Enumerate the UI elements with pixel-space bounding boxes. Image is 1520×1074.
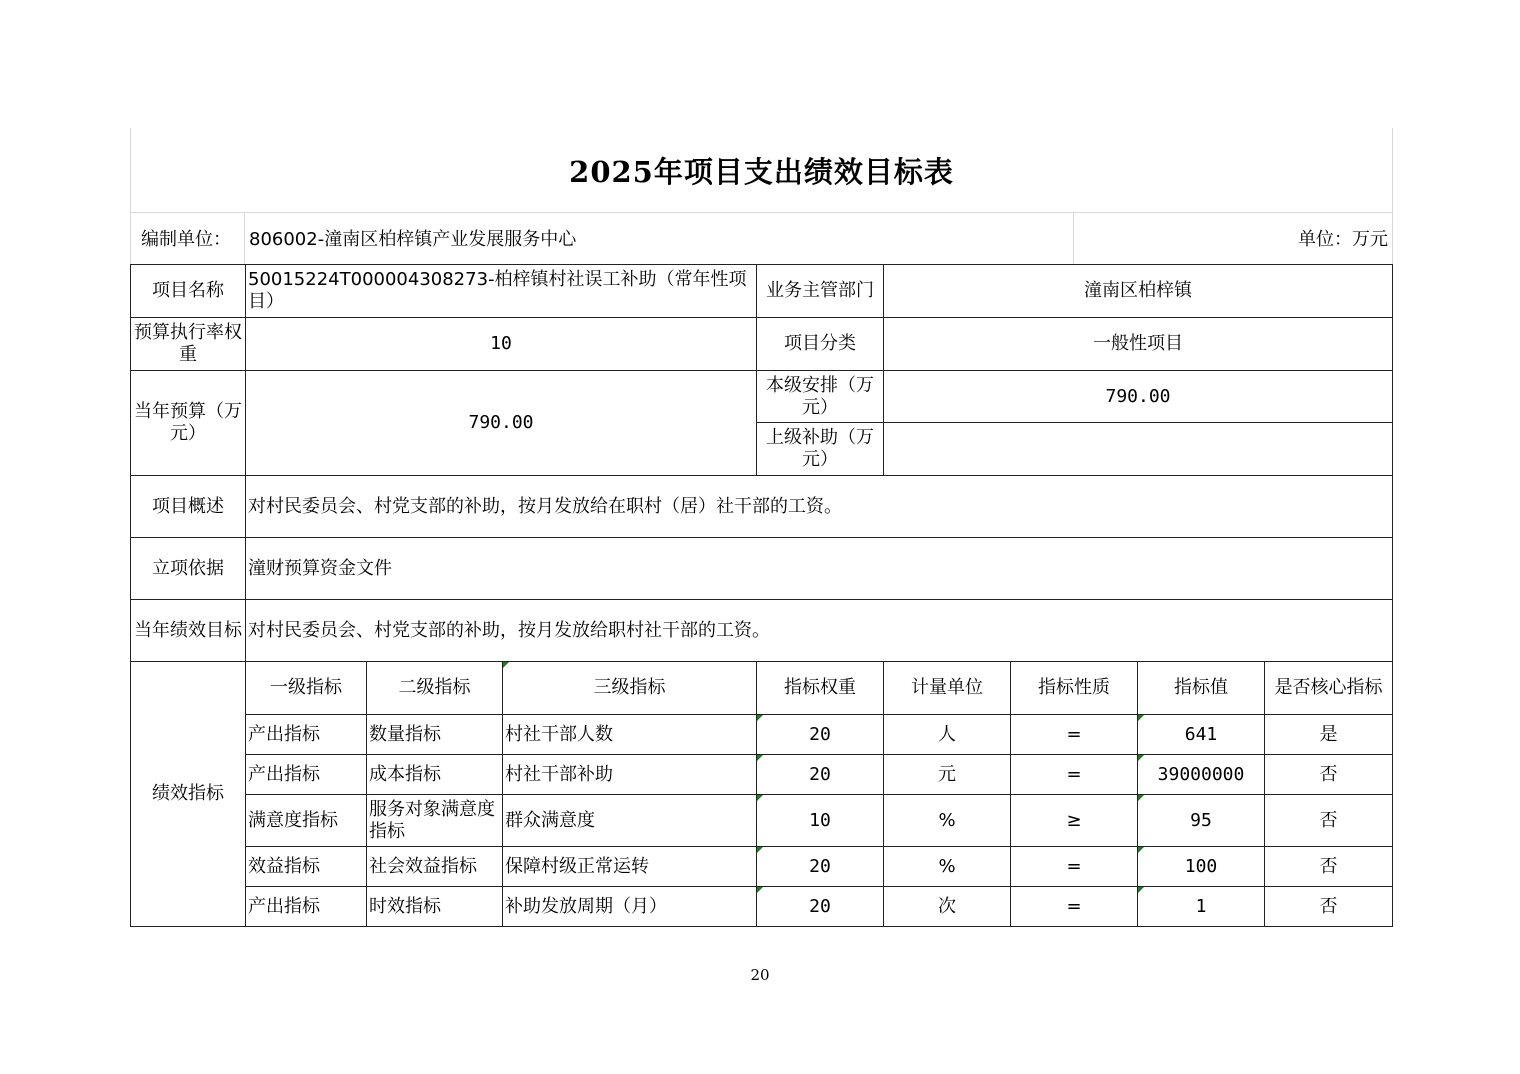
row-l1: 产出指标 [246, 755, 367, 795]
goal-label: 当年绩效目标 [131, 600, 246, 662]
row-value: 95 [1138, 795, 1265, 847]
title-row [130, 128, 1393, 213]
row-weight: 10 [757, 795, 884, 847]
row-unit: 人 [884, 715, 1011, 755]
upper-label: 上级补助（万元） [757, 423, 884, 476]
row-nature: = [1011, 847, 1138, 887]
row-l3: 村社干部补助 [503, 755, 757, 795]
page-number: 20 [750, 966, 770, 984]
row-weight: 20 [757, 755, 884, 795]
annual-budget-value: 790.00 [246, 371, 757, 476]
row-unit: % [884, 847, 1011, 887]
budget-rate-label: 预算执行率权重 [131, 318, 246, 371]
row-l2: 社会效益指标 [367, 847, 503, 887]
row-core: 否 [1265, 887, 1393, 927]
table-row [131, 755, 1393, 795]
header-unit: 计量单位 [884, 662, 1011, 715]
basis-value: 潼财预算资金文件 [246, 538, 1393, 600]
row-nature: = [1011, 715, 1138, 755]
header-l2: 二级指标 [367, 662, 503, 715]
row-value: 641 [1138, 715, 1265, 755]
row-unit: 元 [884, 755, 1011, 795]
basis-label: 立项依据 [131, 538, 246, 600]
header-core: 是否核心指标 [1265, 662, 1393, 715]
row-weight: 20 [757, 715, 884, 755]
row-l1: 产出指标 [246, 715, 367, 755]
header-weight: 指标权重 [757, 662, 884, 715]
row-l3: 保障村级正常运转 [503, 847, 757, 887]
row-value: 100 [1138, 847, 1265, 887]
row-l2: 服务对象满意度指标 [367, 795, 503, 847]
project-name-value: 50015224T000004308273-柏梓镇村社误工补助（常年性项目） [246, 265, 757, 318]
overview-label: 项目概述 [131, 476, 246, 538]
table-row [131, 887, 1393, 927]
row-unit: % [884, 795, 1011, 847]
row-l2: 时效指标 [367, 887, 503, 927]
table-row [131, 795, 1393, 847]
budget-rate-value: 10 [246, 318, 757, 371]
goal-value: 对村民委员会、村党支部的补助，按月发放给职村社干部的工资。 [246, 600, 1393, 662]
row-value: 1 [1138, 887, 1265, 927]
row-l1: 满意度指标 [246, 795, 367, 847]
row-core: 是 [1265, 715, 1393, 755]
table-row [131, 847, 1393, 887]
org-value: 806002-潼南区柏梓镇产业发展服务中心 [246, 212, 1074, 264]
budget-rate-row [131, 318, 1393, 371]
row-value: 39000000 [1138, 755, 1265, 795]
row-l2: 数量指标 [367, 715, 503, 755]
overview-row [131, 476, 1393, 538]
performance-table [130, 264, 1393, 927]
annual-budget-row [131, 371, 1393, 423]
row-core: 否 [1265, 795, 1393, 847]
unit-label: 单位：万元 [1298, 229, 1388, 250]
header-l3: 三级指标 [503, 662, 757, 715]
local-label: 本级安排（万元） [757, 371, 884, 423]
goal-row [131, 600, 1393, 662]
row-nature: = [1011, 755, 1138, 795]
row-l3: 补助发放周期（月） [503, 887, 757, 927]
org-label: 编制单位： [131, 212, 245, 264]
row-l3: 群众满意度 [503, 795, 757, 847]
indicators-section-label: 绩效指标 [131, 662, 246, 927]
category-label: 项目分类 [757, 318, 884, 371]
row-nature: ≥ [1011, 795, 1138, 847]
row-l2: 成本指标 [367, 755, 503, 795]
overview-value: 对村民委员会、村党支部的补助，按月发放给在职村（居）社干部的工资。 [246, 476, 1393, 538]
project-name-label: 项目名称 [131, 265, 246, 318]
indicator-header-row [131, 662, 1393, 715]
row-weight: 20 [757, 887, 884, 927]
header-l1: 一级指标 [246, 662, 367, 715]
row-nature: = [1011, 887, 1138, 927]
row-weight: 20 [757, 847, 884, 887]
row-core: 否 [1265, 847, 1393, 887]
basis-row [131, 538, 1393, 600]
dept-value: 潼南区柏梓镇 [884, 265, 1393, 318]
table-row [131, 715, 1393, 755]
row-unit: 次 [884, 887, 1011, 927]
annual-budget-label: 当年预算（万元） [131, 371, 246, 476]
local-value: 790.00 [884, 371, 1393, 423]
org-row [130, 212, 1393, 264]
dept-label: 业务主管部门 [757, 265, 884, 318]
row-l1: 产出指标 [246, 887, 367, 927]
row-core: 否 [1265, 755, 1393, 795]
header-value: 指标值 [1138, 662, 1265, 715]
row-l1: 效益指标 [246, 847, 367, 887]
header-nature: 指标性质 [1011, 662, 1138, 715]
project-name-row [131, 265, 1393, 318]
upper-value [884, 423, 1393, 476]
category-value: 一般性项目 [884, 318, 1393, 371]
row-l3: 村社干部人数 [503, 715, 757, 755]
page-title: 2025年项目支出绩效目标表 [569, 154, 954, 189]
